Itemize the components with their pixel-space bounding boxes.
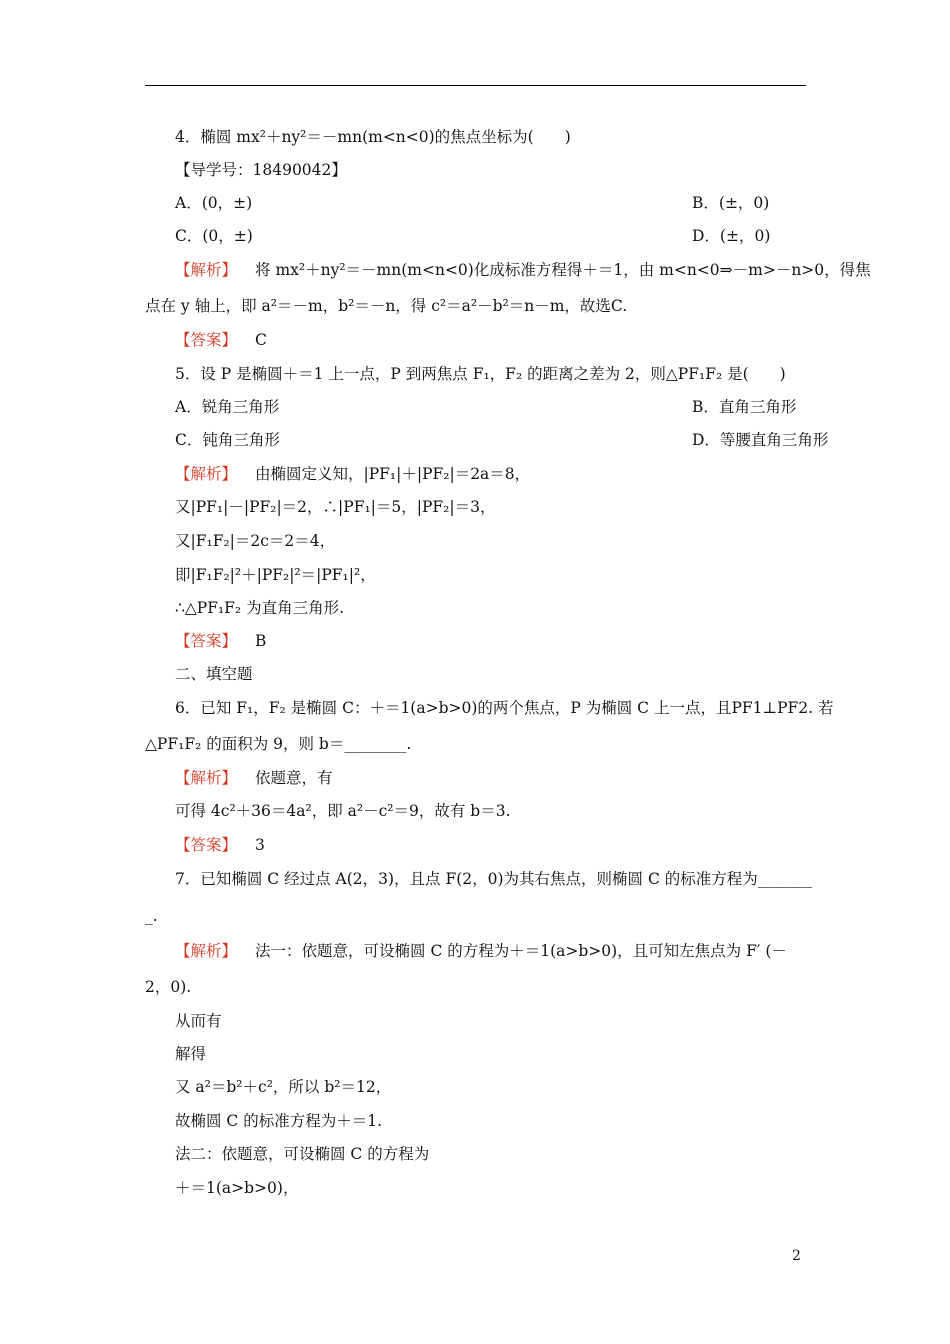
q7-analysis: 【解析】 法一：依题意，可设椭圆 C 的方程为＋＝1(a>b>0)，且可知左焦点为 F′ (－	[175, 942, 787, 960]
q5-analysis-line: 即|F₁F₂|²＋|PF₂|²＝|PF₁|²，	[175, 566, 376, 584]
analysis-tag: 【解析】	[175, 942, 238, 960]
q4-analysis-cont: 点在 y 轴上，即 a²＝－m，b²＝－n，得 c²＝a²－b²＝n－m，故选C.	[145, 297, 628, 315]
q5-analysis-line: ∴△PF₁F₂ 为直角三角形.	[175, 599, 345, 617]
q7-analysis-line: ＋＝1(a>b>0)，	[175, 1179, 299, 1197]
q7-analysis-line: 解得	[175, 1045, 207, 1063]
section-fill-blank: 二、填空题	[175, 665, 253, 683]
q4-options-ab: A．(0，±) B．(±，0)	[175, 194, 770, 212]
header-rule	[145, 85, 806, 86]
analysis-tag: 【解析】	[175, 465, 238, 483]
q7-stem: 7．已知椭圆 C 经过点 A(2，3)，且点 F(2，0)为其右焦点，则椭圆 C 的标准方程为_______	[175, 870, 812, 888]
q4-guide-number: 【导学号：18490042】	[175, 161, 347, 179]
answer-tag: 【答案】	[175, 836, 238, 854]
q4-analysis: 【解析】 将 mx²＋ny²＝－mn(m<n<0)化成标准方程得＋＝1，由 m<n<0⇒－m>－n>0，得焦	[175, 261, 871, 279]
q5-options-ab: A．锐角三角形 B．直角三角形	[175, 398, 797, 416]
q4-answer: 【答案】 C	[175, 331, 267, 349]
answer-tag: 【答案】	[175, 331, 238, 349]
q6-answer: 【答案】 3	[175, 836, 265, 854]
q5-stem: 5．设 P 是椭圆＋＝1 上一点，P 到两焦点 F₁，F₂ 的距离之差为 2，则△PF₁F₂ 是( )	[175, 365, 786, 383]
q6-stem: 6．已知 F₁，F₂ 是椭圆 C：＋＝1(a>b>0)的两个焦点，P 为椭圆 C 上一点，且PF1⊥PF2. 若	[175, 699, 834, 717]
q7-analysis-line: 又 a²＝b²＋c²，所以 b²＝12，	[175, 1078, 392, 1096]
q6-stem-cont: △PF₁F₂ 的面积为 9，则 b＝________.	[145, 735, 412, 753]
q7-stem-cont: _.	[145, 907, 158, 925]
page-number: 2	[792, 1248, 801, 1264]
q7-analysis-cont: 2，0).	[145, 978, 192, 996]
q5-analysis: 【解析】 由椭圆定义知，|PF₁|＋|PF₂|＝2a＝8，	[175, 465, 531, 483]
q5-answer: 【答案】 B	[175, 632, 267, 650]
answer-tag: 【答案】	[175, 632, 238, 650]
q5-analysis-line: 又|PF₁|－|PF₂|＝2，∴|PF₁|＝5，|PF₂|＝3，	[175, 498, 496, 516]
q4-stem: 4．椭圆 mx²＋ny²＝－mn(m<n<0)的焦点坐标为( )	[175, 128, 571, 146]
q7-method-two: 法二：依题意，可设椭圆 C 的方程为	[175, 1145, 430, 1163]
q7-analysis-line: 从而有	[175, 1012, 222, 1030]
q5-options-cd: C．钝角三角形 D．等腰直角三角形	[175, 431, 829, 449]
analysis-tag: 【解析】	[175, 261, 238, 279]
q6-analysis-line: 可得 4c²＋36＝4a²，即 a²－c²＝9，故有 b＝3.	[175, 802, 511, 820]
q7-analysis-line: 故椭圆 C 的标准方程为＋＝1.	[175, 1112, 383, 1130]
q5-analysis-line: 又|F₁F₂|＝2c＝2＝4，	[175, 532, 336, 550]
q6-analysis: 【解析】 依题意，有	[175, 769, 333, 787]
q4-options-cd: C．(0，±) D．(±，0)	[175, 227, 771, 245]
analysis-tag: 【解析】	[175, 769, 238, 787]
